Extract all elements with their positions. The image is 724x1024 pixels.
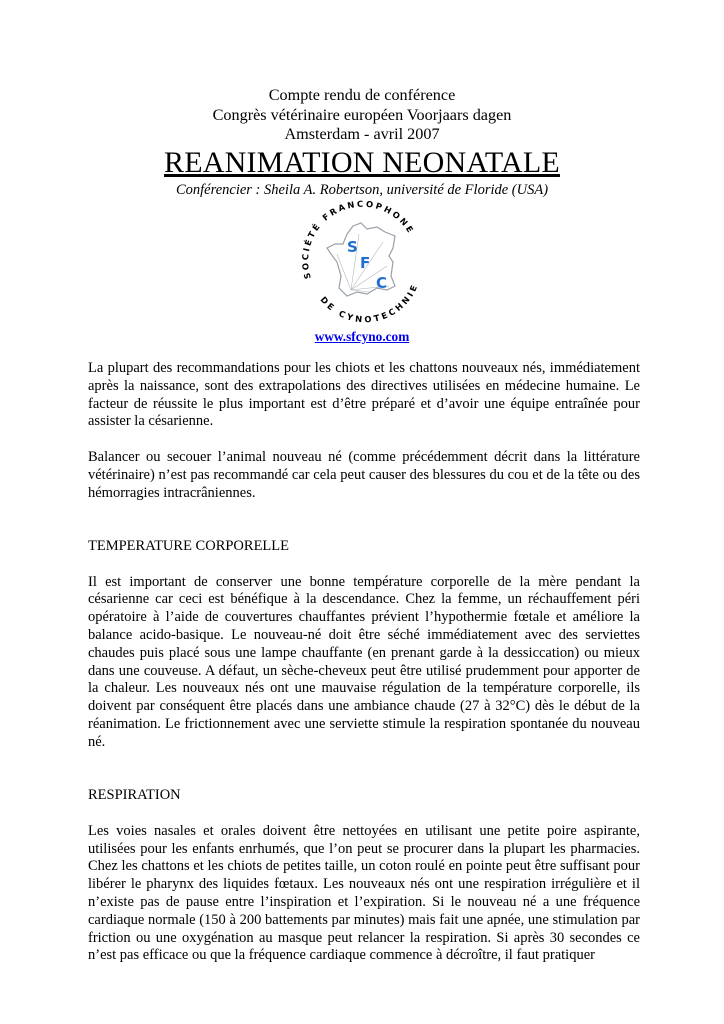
document-header	[0, 86, 724, 199]
location-date-line: Amsterdam - avril 2007	[284, 125, 440, 144]
document-body	[88, 360, 640, 965]
intro-paragraph-2: Balancer ou secouer l’animal nouveau né (comme précédemment décrit dans la littérature vétérinaire) n’est pas recommandé car cela peut causer des blessures du cou et de la tête ou des hémorragies intracrâniennes.	[88, 448, 640, 501]
logo-arc-top-text: SOCIÉTÉ FRANCOPHONE	[299, 198, 417, 281]
respiration-paragraph: Les voies nasales et orales doivent être nettoyées en utilisant une petite poire aspirante, utilisées pour les enfants enrhumés, que l’on peut se procurer dans la plupart les pharmacies. Chez les chattons et les chiots de petites taille, un coton roulé en pointe peut être suffisant pour libérer le pharynx des liquides fœtaux. Les nouveaux nés ont une respiration irrégulière et il n’existe pas de pause entre l’inspiration et l’expiration. Si le nouveau né a une fréquence cardiaque normale (150 à 200 battements par minutes) mais fait une apnée, une stimulation par friction ou une oxygénation au masque peut relancer la respiration. Si après 30 secondes ce n’est pas efficace ou que la fréquence cardiaque commence à décroître, il faut pratiquer	[88, 822, 640, 964]
conference-report-line: Compte rendu de conférence	[268, 86, 456, 104]
speaker-line: Conférencier : Sheila A. Robertson, université de Floride (USA)	[175, 181, 549, 198]
temperature-paragraph: Il est important de conserver une bonne température corporelle de la mère pendant la césarienne car ceci est bénéfique à la descendance. Chez la femme, un réchauffement péri opératoire à l’aide de couvertures chauffantes prévient l’hypothermie fœtale et améliore la balance acido-basique. Le nouveau-né doit être séché immédiatement avec des serviettes chaudes puis placé sous une lampe chauffante (en prenant garde à la dessiccation) ou mieux dans une couveuse. A défaut, un sèche-cheveux peut être utilisé prudemment pour apporter de la chaleur. Les nouveaux nés ont une mauvaise régulation de la température corporelle, ils doivent par conséquent être placés dans une ambiance chaude (27 à 32°C) dès le début de la réanimation. Le frictionnement avec une serviette stimule la respiration spontanée du nouveau né.	[88, 573, 640, 750]
section-heading-temperature: TEMPERATURE CORPORELLE	[88, 537, 289, 554]
document-title: REANIMATION NEONATALE	[164, 145, 560, 179]
logo-arc-bottom-text: DE CYNOTECHNIE	[318, 281, 421, 325]
logo-letter-f: F	[360, 254, 371, 272]
sfc-logo	[295, 196, 431, 328]
section-heading-respiration: RESPIRATION	[88, 787, 181, 804]
logo-letter-c: C	[376, 274, 388, 292]
intro-paragraph-1: La plupart des recommandations pour les chiots et les chattons nouveaux nés, immédiatement après la naissance, sont des extrapolations des directives utilisées en médecine humaine. Le facteur de réussite le plus important est d’être préparé et d’avoir une équipe entraînée pour assister la césarienne.	[88, 360, 640, 430]
logo-letter-s: S	[347, 238, 358, 256]
website-link[interactable]: www.sfcyno.com	[314, 329, 410, 344]
congress-name-line: Congrès vétérinaire européen Voorjaars dagen	[212, 105, 512, 124]
